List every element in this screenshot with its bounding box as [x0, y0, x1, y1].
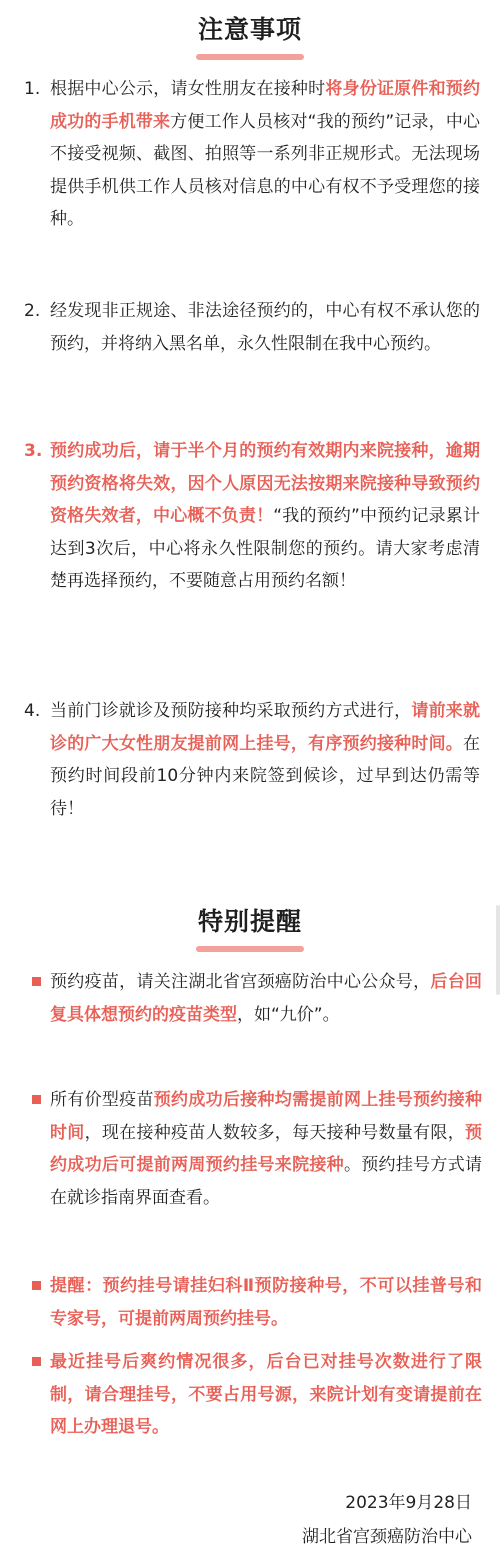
reminder-item-4 — [30, 1346, 482, 1444]
highlight-text: 预约成功后可提前两周预约挂号来院接种 — [50, 1122, 483, 1175]
notice-header — [0, 10, 500, 60]
notice-item-4 — [24, 695, 480, 825]
highlight-text: 后台回复具体想预约的疫苗类型 — [50, 972, 483, 1025]
notice-item-2 — [24, 295, 480, 360]
notice-title-underline — [196, 54, 304, 60]
reminder-item-text: 提醒：预约挂号请挂妇科Ⅱ预防接种号，不可以挂普号和专家号，可提前两周预约挂号。 — [50, 1276, 482, 1329]
notice-item-text: 根据中心公示，请女性朋友在接种时将身份证原件和预约成功的手机带来方便工作人员核对“我的预约”记录，中心不接受视频、截图、拍照等一系列非正规形式。无法现场提供手机供工作人员核对信息的中心有权不予受理您的接种。 — [50, 79, 481, 229]
square-bullet-icon — [32, 977, 41, 986]
square-bullet-icon — [32, 1357, 41, 1366]
reminder-item-1 — [30, 966, 482, 1031]
square-bullet-icon — [32, 1095, 41, 1104]
highlight-text: 预约成功后接种均需提前网上挂号预约接种时间 — [50, 1090, 482, 1143]
highlight-text: 预约成功后，请于半个月的预约有效期内来院接种，逾期预约资格将失效，因个人原因无法按期来院接种导致预约资格失效者，中心概不负责！ — [50, 441, 480, 526]
notice-item-text: 当前门诊就诊及预防接种均采取预约方式进行，请前来就诊的广大女性朋友提前网上挂号，有序预约接种时间。在预约时间段前10分钟内来院签到候诊，过早到达仍需等待！ — [50, 701, 480, 819]
scrollbar[interactable] — [496, 905, 500, 995]
reminder-item-text: 所有价型疫苗预约成功后接种均需提前网上挂号预约接种时间，现在接种疫苗人数较多，每天接种号数量有限，预约成功后可提前两周预约挂号来院接种。预约挂号方式请在就诊指南界面查看。 — [50, 1090, 483, 1208]
notice-title: 注意事项 — [197, 15, 302, 44]
notice-item-1 — [24, 73, 480, 236]
signature-date: 2023年9月28日 — [345, 1493, 472, 1513]
notice-item-3 — [24, 435, 480, 598]
reminder-item-3 — [30, 1270, 482, 1335]
highlight-text: 请前来就诊的广大女性朋友提前网上挂号，有序预约接种时间。 — [50, 701, 480, 754]
notice-item-number: 3. — [24, 441, 43, 461]
reminder-item-2 — [30, 1084, 482, 1214]
reminder-title: 特别提醒 — [197, 907, 302, 936]
notice-item-text: 经发现非正规途、非法途径预约的，中心有权不承认您的预约，并将纳入黑名单，永久性限制在我中心预约。 — [50, 301, 480, 354]
square-bullet-icon — [32, 1281, 41, 1290]
notice-item-text: 预约成功后，请于半个月的预约有效期内来院接种，逾期预约资格将失效，因个人原因无法按期来院接种导致预约资格失效者，中心概不负责！“我的预约”中预约记录累计达到3次后，中心将永久性限制您的预约。请大家考虑清楚再选择预约，不要随意占用预约名额！ — [50, 441, 480, 591]
notice-item-number: 2. — [24, 301, 41, 321]
notice-item-number: 4. — [24, 701, 41, 721]
reminder-item-text: 最近挂号后爽约情况很多，后台已对挂号次数进行了限制，请合理挂号，不要占用号源，来院计划有变请提前在网上办理退号。 — [50, 1352, 482, 1437]
signature-org: 湖北省宫颈癌防治中心 — [302, 1527, 472, 1547]
reminder-header — [0, 902, 500, 952]
signature-block — [172, 1486, 472, 1554]
notice-item-number: 1. — [24, 79, 41, 99]
reminder-item-text: 预约疫苗，请关注湖北省宫颈癌防治中心公众号，后台回复具体想预约的疫苗类型，如“九价”。 — [50, 972, 483, 1025]
reminder-title-underline — [196, 946, 304, 952]
highlight-text: 将身份证原件和预约成功的手机带来 — [50, 79, 481, 132]
